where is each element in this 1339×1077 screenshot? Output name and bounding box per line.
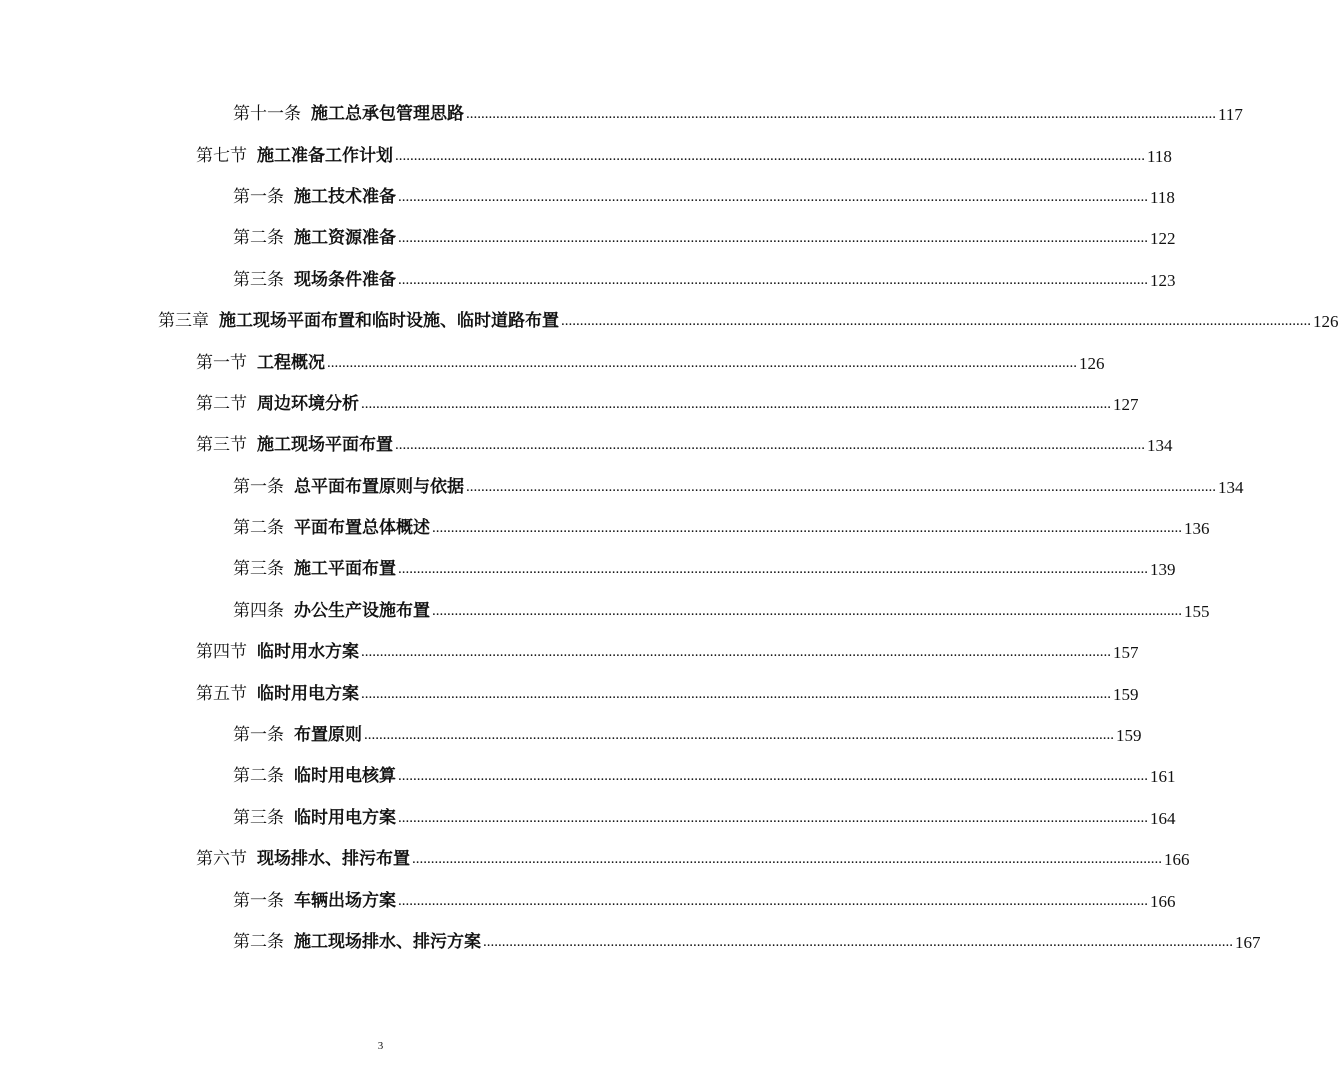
toc-entry[interactable] [0, 135, 1172, 176]
toc-entry-number: 第三章 [158, 311, 209, 332]
toc-entry-title: 施工平面布置 [294, 559, 396, 580]
toc-entry-page: 166 [1150, 891, 1176, 911]
toc-entry-number: 第二节 [196, 393, 247, 414]
page-number: 3 [377, 1040, 384, 1052]
toc-dot-leader: ........................................................................................................................................................................................................ [395, 147, 1145, 164]
toc-dot-leader: ........................................................................................................................................................................................................ [361, 644, 1111, 661]
toc-entry-number: 第二条 [233, 932, 284, 952]
toc-dot-leader: ........................................................................................................................................................................................................ [432, 520, 1182, 537]
toc-entry-page: 159 [1113, 684, 1139, 704]
toc-dot-leader: ........................................................................................................................................................................................................ [361, 685, 1111, 702]
toc-dot-leader: ........................................................................................................................................................................................................ [432, 602, 1182, 619]
toc-entry-number: 第二条 [233, 518, 284, 539]
toc-entry-title: 施工现场排水、排污方案 [294, 932, 481, 952]
toc-entry[interactable] [0, 177, 1175, 218]
toc-dot-leader: ........................................................................................................................................................................................................ [398, 892, 1148, 909]
toc-entry-page: 134 [1218, 477, 1244, 497]
toc-entry-title: 施工现场平面布置和临时设施、临时道路布置 [219, 311, 559, 332]
toc-entry[interactable] [0, 632, 1139, 673]
toc-entry-number: 第六节 [196, 849, 247, 870]
toc-dot-leader: ........................................................................................................................................................................................................ [412, 851, 1162, 868]
toc-dot-leader: ........................................................................................................................................................................................................ [398, 561, 1148, 578]
toc-entry-title: 临时用水方案 [257, 642, 359, 663]
toc-entry-number: 第二条 [233, 228, 284, 249]
toc-dot-leader: ........................................................................................................................................................................................................ [561, 313, 1311, 330]
toc-entry-number: 第三条 [233, 559, 284, 580]
toc-dot-leader: ........................................................................................................................................................................................................ [398, 809, 1148, 826]
toc-entry[interactable] [0, 798, 1176, 839]
toc-entry[interactable] [0, 425, 1173, 466]
toc-entry[interactable] [0, 591, 1210, 632]
toc-dot-leader: ........................................................................................................................................................................................................ [327, 354, 1077, 371]
toc-entry-page: 157 [1113, 643, 1139, 663]
toc-entry-title: 施工现场平面布置 [257, 435, 393, 456]
toc-entry-number: 第一条 [233, 476, 284, 497]
toc-entry-page: 139 [1150, 560, 1176, 580]
toc-entry-title: 施工总承包管理思路 [311, 104, 464, 125]
toc-entry-page: 155 [1184, 601, 1210, 621]
toc-entry[interactable] [0, 218, 1176, 259]
toc-entry[interactable] [0, 301, 1339, 342]
toc-entry-number: 第一条 [233, 890, 284, 911]
toc-dot-leader: ........................................................................................................................................................................................................ [398, 271, 1148, 288]
toc-dot-leader: ........................................................................................................................................................................................................ [361, 395, 1111, 412]
toc-entry-title: 平面布置总体概述 [294, 518, 430, 539]
toc-entry[interactable] [0, 342, 1105, 383]
toc-entry-page: 126 [1313, 312, 1339, 332]
toc-entry-number: 第一条 [233, 725, 284, 746]
toc-entry-title: 现场条件准备 [294, 269, 396, 290]
toc-entry-title: 总平面布置原则与依据 [294, 476, 464, 497]
toc-dot-leader: ........................................................................................................................................................................................................ [398, 768, 1148, 785]
table-of-contents [0, 94, 1339, 963]
toc-entry-title: 临时用电核算 [294, 766, 396, 787]
toc-entry-page: 166 [1164, 850, 1190, 870]
toc-entry-title: 布置原则 [294, 725, 362, 746]
toc-dot-leader: ........................................................................................................................................................................................................ [466, 106, 1216, 123]
toc-entry-title: 施工资源准备 [294, 228, 396, 249]
toc-entry-page: 127 [1113, 394, 1139, 414]
toc-entry-page: 136 [1184, 519, 1210, 539]
toc-entry-page: 164 [1150, 808, 1176, 828]
toc-entry-number: 第十一条 [233, 104, 301, 125]
toc-entry-number: 第一条 [233, 186, 284, 207]
toc-entry-page: 122 [1150, 229, 1176, 249]
toc-entry-title: 周边环境分析 [257, 393, 359, 414]
toc-entry[interactable] [0, 673, 1139, 714]
toc-dot-leader: ........................................................................................................................................................................................................ [398, 230, 1148, 247]
toc-entry-number: 第三节 [196, 435, 247, 456]
toc-entry-number: 第四节 [196, 642, 247, 663]
toc-entry-page: 118 [1147, 146, 1172, 166]
toc-entry[interactable] [0, 839, 1190, 880]
toc-entry-number: 第四条 [233, 600, 284, 621]
toc-entry-page: 134 [1147, 436, 1173, 456]
toc-entry-page: 118 [1150, 187, 1175, 207]
toc-dot-leader: ........................................................................................................................................................................................................ [466, 478, 1216, 495]
toc-entry-title: 现场排水、排污布置 [257, 849, 410, 870]
toc-entry[interactable] [0, 715, 1142, 756]
toc-entry-title: 办公生产设施布置 [294, 600, 430, 621]
toc-entry[interactable] [0, 756, 1176, 797]
toc-entry[interactable] [0, 922, 1261, 963]
toc-dot-leader: ........................................................................................................................................................................................................ [395, 437, 1145, 454]
toc-entry-number: 第三条 [233, 269, 284, 290]
toc-entry[interactable] [0, 94, 1243, 135]
toc-entry-page: 123 [1150, 270, 1176, 290]
toc-entry-number: 第二条 [233, 766, 284, 787]
toc-entry-page: 117 [1218, 105, 1243, 125]
toc-entry-number: 第三条 [233, 807, 284, 828]
toc-dot-leader: ........................................................................................................................................................................................................ [398, 188, 1148, 205]
toc-entry-title: 临时用电方案 [257, 683, 359, 704]
toc-entry-page: 161 [1150, 767, 1176, 787]
toc-entry-page: 159 [1116, 726, 1142, 746]
toc-entry[interactable] [0, 384, 1139, 425]
toc-entry[interactable] [0, 467, 1244, 508]
toc-entry-title: 施工技术准备 [294, 186, 396, 207]
toc-entry-number: 第五节 [196, 683, 247, 704]
toc-entry-title: 车辆出场方案 [294, 890, 396, 911]
toc-entry[interactable] [0, 260, 1176, 301]
toc-entry-title: 工程概况 [257, 352, 325, 373]
toc-entry[interactable] [0, 549, 1176, 590]
toc-entry-page: 167 [1235, 933, 1261, 952]
toc-entry-number: 第一节 [196, 352, 247, 373]
toc-entry-title: 临时用电方案 [294, 807, 396, 828]
toc-entry-page: 126 [1079, 353, 1105, 373]
toc-entry-number: 第七节 [196, 145, 247, 166]
toc-entry[interactable] [0, 880, 1176, 921]
toc-entry[interactable] [0, 508, 1210, 549]
toc-entry-title: 施工准备工作计划 [257, 145, 393, 166]
toc-dot-leader: ........................................................................................................................................................................................................ [364, 727, 1114, 744]
toc-dot-leader: ........................................................................................................................................................................................................ [483, 934, 1233, 950]
